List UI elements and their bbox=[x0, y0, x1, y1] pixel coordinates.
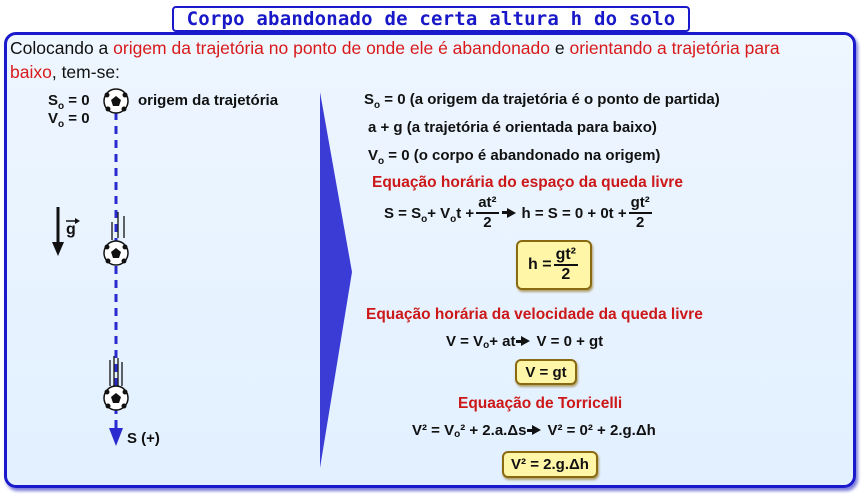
intro-highlight-origin: origem da trajetória no ponto de onde ele é abandonado bbox=[113, 38, 551, 58]
gravity-label: g bbox=[66, 221, 76, 238]
condition-s0: $S_o = 0$ (a origem da trajetória é o ponto de partida) bbox=[364, 91, 720, 111]
origin-label: origem da trajetória bbox=[138, 92, 279, 109]
ball-bottom bbox=[104, 386, 128, 410]
motion-lines-1 bbox=[112, 212, 124, 240]
intro-part: , tem-se: bbox=[51, 62, 120, 82]
separator-chevron bbox=[320, 92, 352, 468]
heading-torricelli: Equaação de Torricelli bbox=[458, 395, 623, 412]
result-box-torricelli: V² = 2.g.Δh bbox=[502, 451, 598, 478]
condition-v0: $V_o = 0$ (o corpo é abandonado na origem) bbox=[368, 147, 661, 167]
intro-highlight-down: baixo bbox=[10, 62, 52, 82]
s0-label: $S_o = 0$ bbox=[48, 92, 90, 112]
intro-part: e bbox=[550, 38, 570, 58]
implies-arrow-2 bbox=[521, 336, 530, 346]
page-title: Corpo abandonado de certa altura h do solo bbox=[186, 8, 676, 30]
implies-arrow-1 bbox=[507, 208, 516, 218]
s-positive-label: S (+) bbox=[127, 430, 160, 447]
ball-middle bbox=[104, 241, 128, 265]
space-equation: S = S $_o$ + V $_o$ t + $\frac{\text{at²}}{2}$ h = S = 0 + 0t + $\frac{\text{gt²}}{2}$ bbox=[384, 194, 650, 231]
fraction-at2: $\frac{\text{at²}}{2}$ bbox=[478, 194, 497, 231]
heading-space-equation: Equação horária do espaço da queda livre bbox=[372, 174, 683, 191]
heading-velocity-equation: Equação horária da velocidade da queda livre bbox=[366, 306, 703, 323]
v0-label: $V_o = 0$ bbox=[48, 110, 90, 130]
ball-top bbox=[104, 89, 128, 113]
gravity-arrowhead bbox=[52, 242, 64, 256]
intro-part: Colocando a bbox=[10, 38, 114, 58]
result-box-height: h = $\frac{\text{gt²}}{2}$ bbox=[516, 240, 592, 290]
velocity-equation: V = V $_o$ + at V = 0 + gt bbox=[446, 333, 604, 351]
intro-highlight-orientation: orientando a trajetória para bbox=[569, 38, 780, 58]
result-box-velocity: V = gt bbox=[515, 359, 577, 385]
trajectory-arrowhead bbox=[109, 428, 123, 446]
torricelli-equation: V² = V $_o$ ² + 2.a.Δs V² = 0² + 2.g.Δh bbox=[412, 422, 656, 440]
condition-g: a + g (a trajetória é orientada para baixo) bbox=[368, 119, 657, 136]
implies-arrow-3 bbox=[532, 425, 541, 435]
fraction-gt2: $\frac{\text{gt²}}{2}$ bbox=[630, 194, 650, 231]
